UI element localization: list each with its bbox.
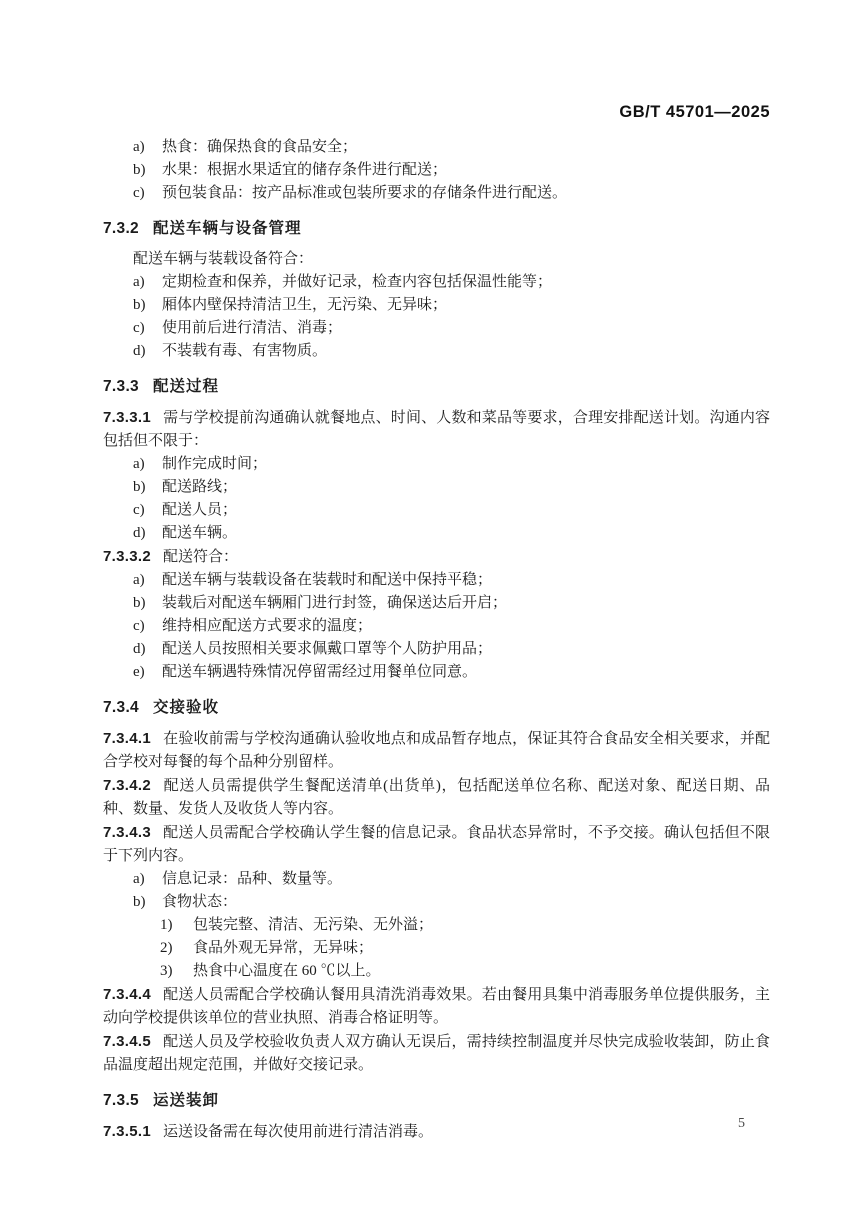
list-item-label: b) xyxy=(133,595,146,611)
sub-list-item-label: 3) xyxy=(160,963,173,979)
clause-number: 7.3.3.2 xyxy=(103,548,151,565)
clause-number: 7.3.5.1 xyxy=(103,1123,151,1140)
list-item-label: c) xyxy=(133,502,145,518)
list-item-text: 配送车辆。 xyxy=(162,525,238,541)
list-item-label: c) xyxy=(133,320,145,336)
list-item xyxy=(103,317,770,340)
list-item-label: d) xyxy=(133,641,146,657)
section-heading-7-3-4 xyxy=(103,696,770,719)
clause-number: 7.3.3.1 xyxy=(103,409,151,426)
list-item-text: 信息记录：品种、数量等。 xyxy=(162,871,343,887)
sub-list-item-text: 包装完整、清洁、无污染、无外溢； xyxy=(193,917,434,933)
list-item-text: 制作完成时间； xyxy=(162,456,268,472)
clause-text: 在验收前需与学校沟通确认验收地点和成品暂存地点，保证其符合食品安全相关要求，并配合学校对每餐的每个品种分别留样。 xyxy=(103,731,770,770)
list-item-text: 配送人员按照相关要求佩戴口罩等个人防护用品； xyxy=(162,641,493,657)
list-item xyxy=(103,159,770,182)
list-item-text: 不装载有毒、有害物质。 xyxy=(162,343,328,359)
list-item-text: 配送人员； xyxy=(162,502,238,518)
list-item xyxy=(103,661,770,684)
clause-text: 运送设备需在每次使用前进行清洁消毒。 xyxy=(162,1124,433,1140)
clause-7-3-4-1 xyxy=(103,727,770,774)
clause-number: 7.3.4.2 xyxy=(103,777,151,794)
list-vehicle-requirements xyxy=(103,271,770,363)
list-item-label: a) xyxy=(133,871,145,887)
standard-number: GB/T 45701—2025 xyxy=(619,103,770,121)
section-heading-7-3-2 xyxy=(103,217,770,240)
list-item-label: d) xyxy=(133,343,146,359)
list-item-label: d) xyxy=(133,525,146,541)
clause-text: 配送符合： xyxy=(162,549,238,565)
sub-list-item-label: 1) xyxy=(160,917,173,933)
list-item-label: a) xyxy=(133,274,145,290)
section-title: 配送车辆与设备管理 xyxy=(152,220,302,237)
clause-number: 7.3.4.5 xyxy=(103,1033,151,1050)
clause-7-3-4-3 xyxy=(103,821,770,868)
list-item xyxy=(103,182,770,205)
clause-7-3-4-2 xyxy=(103,774,770,821)
clause-number: 7.3.4.3 xyxy=(103,824,151,841)
page-header xyxy=(103,103,770,122)
list-item-text: 水果：根据水果适宜的储存条件进行配送； xyxy=(162,162,448,178)
list-item-label: b) xyxy=(133,479,146,495)
list-item xyxy=(103,868,770,891)
list-item xyxy=(103,476,770,499)
list-item xyxy=(103,136,770,159)
list-item-text: 配送车辆与装载设备在装载时和配送中保持平稳； xyxy=(162,572,493,588)
list-item-text: 配送路线； xyxy=(162,479,238,495)
list-item-label: e) xyxy=(133,664,145,680)
list-item xyxy=(103,522,770,545)
list-item-text: 食物状态： xyxy=(162,894,238,910)
clause-number: 7.3.4.1 xyxy=(103,730,151,747)
sub-list-item xyxy=(103,914,770,937)
section-number: 7.3.3 xyxy=(103,378,139,395)
clause-7-3-4-4 xyxy=(103,983,770,1030)
clause-number: 7.3.4.4 xyxy=(103,986,151,1003)
list-item-text: 预包装食品：按产品标准或包装所要求的存储条件进行配送。 xyxy=(162,185,568,201)
clause-7-3-5-1 xyxy=(103,1120,770,1144)
list-item-text: 使用前后进行清洁、消毒； xyxy=(162,320,343,336)
section-heading-7-3-5 xyxy=(103,1089,770,1112)
list-item xyxy=(103,294,770,317)
list-item xyxy=(103,891,770,914)
list-item-label: b) xyxy=(133,162,146,178)
list-item xyxy=(103,569,770,592)
list-item-label: c) xyxy=(133,618,145,634)
sub-list-item-text: 热食中心温度在 60 ℃以上。 xyxy=(193,963,381,979)
list-item-text: 厢体内壁保持清洁卫生，无污染、无异味； xyxy=(162,297,448,313)
section-heading-7-3-3 xyxy=(103,375,770,398)
list-item-text: 配送车辆遇特殊情况停留需经过用餐单位同意。 xyxy=(162,664,478,680)
list-item-label: c) xyxy=(133,185,145,201)
intro-paragraph: 配送车辆与装载设备符合： xyxy=(133,251,314,267)
page-number: 5 xyxy=(738,1116,745,1131)
section-title: 交接验收 xyxy=(152,699,219,716)
list-delivery-requirements xyxy=(103,569,770,684)
list-item-text: 定期检查和保养，并做好记录，检查内容包括保温性能等； xyxy=(162,274,553,290)
sub-list-item-text: 食品外观无异常，无异味； xyxy=(193,940,374,956)
list-item-label: b) xyxy=(133,894,146,910)
clause-7-3-4-5 xyxy=(103,1030,770,1077)
list-item-text: 维持相应配送方式要求的温度； xyxy=(162,618,373,634)
list-item xyxy=(103,340,770,363)
list-food-types xyxy=(103,136,770,205)
list-item xyxy=(103,271,770,294)
clause-7-3-3-2 xyxy=(103,545,770,569)
section-number: 7.3.4 xyxy=(103,699,139,716)
list-item-text: 装载后对配送车辆厢门进行封签，确保送达后开启； xyxy=(162,595,508,611)
clause-text: 配送人员需提供学生餐配送清单(出货单)，包括配送单位名称、配送对象、配送日期、品种、数量、发货人及收货人等内容。 xyxy=(103,778,770,817)
section-number: 7.3.5 xyxy=(103,1092,139,1109)
document-content xyxy=(103,136,770,1144)
list-item xyxy=(103,615,770,638)
list-item xyxy=(103,453,770,476)
list-confirmation-content xyxy=(103,868,770,983)
list-item-label: a) xyxy=(133,139,145,155)
clause-text: 配送人员需配合学校确认餐用具清洗消毒效果。若由餐用具集中消毒服务单位提供服务，主动向学校提供该单位的营业执照、消毒合格证明等。 xyxy=(103,987,770,1026)
list-item-label: a) xyxy=(133,572,145,588)
sub-list-item-label: 2) xyxy=(160,940,173,956)
list-communication-content xyxy=(103,453,770,545)
clause-text: 配送人员需配合学校确认学生餐的信息记录。食品状态异常时，不予交接。确认包括但不限于下列内容。 xyxy=(103,825,770,864)
list-item xyxy=(103,592,770,615)
list-item-label: a) xyxy=(133,456,145,472)
list-item-text: 热食：确保热食的食品安全； xyxy=(162,139,358,155)
section-title: 配送过程 xyxy=(152,378,219,395)
clause-text: 配送人员及学校验收负责人双方确认无误后，需持续控制温度并尽快完成验收装卸，防止食品温度超出规定范围，并做好交接记录。 xyxy=(103,1034,770,1073)
clause-text: 需与学校提前沟通确认就餐地点、时间、人数和菜品等要求，合理安排配送计划。沟通内容包括但不限于： xyxy=(103,410,770,449)
list-item xyxy=(103,638,770,661)
clause-7-3-3-1 xyxy=(103,406,770,453)
sub-list-item xyxy=(103,960,770,983)
list-item xyxy=(103,499,770,522)
section-number: 7.3.2 xyxy=(103,220,139,237)
sub-list-item xyxy=(103,937,770,960)
section-title: 运送装卸 xyxy=(152,1092,219,1109)
list-item-label: b) xyxy=(133,297,146,313)
